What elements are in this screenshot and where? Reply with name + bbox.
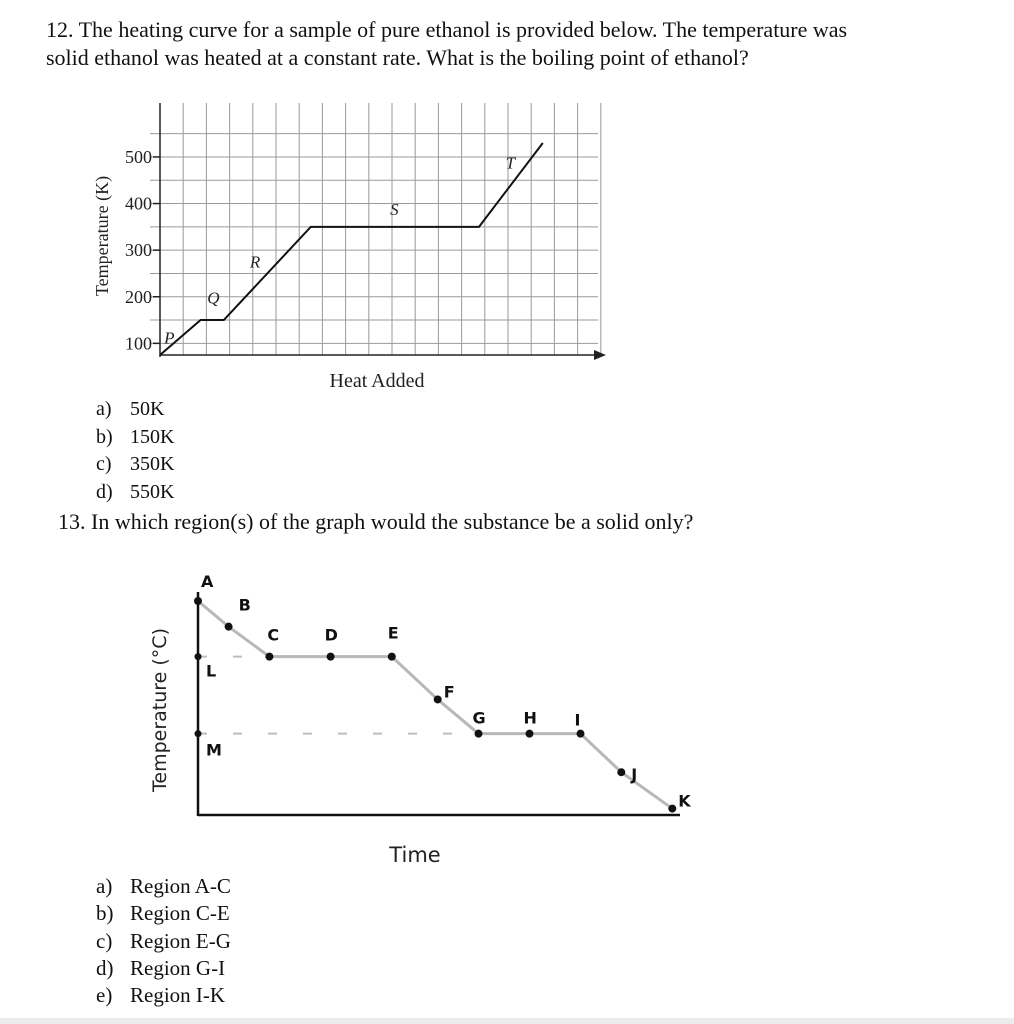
y-tick-label: 100 [125, 333, 152, 354]
choice-12-c[interactable]: c) 350K [96, 453, 175, 475]
question-12-line-1: The heating curve for a sample of pure ethanol is provided below. The temperature was [78, 17, 848, 42]
reference-label-m: M [206, 740, 222, 760]
y-tick-label: 400 [125, 193, 152, 214]
point-a [194, 597, 202, 605]
cooling-curve-points [194, 572, 691, 813]
choice-13-e[interactable]: e) Region I-K [96, 983, 226, 1008]
bottom-scroll-strip [0, 1018, 1014, 1024]
choice-12-b[interactable]: b) 150K [96, 425, 175, 448]
cooling-curve-x-label: Time [389, 843, 441, 867]
point-label-f: F [443, 682, 455, 702]
point-label-g: G [472, 708, 486, 728]
segment-label-r: R [249, 252, 261, 272]
choice-12-d[interactable]: d) 550K [96, 480, 175, 503]
point-label-e: E [387, 623, 399, 643]
heating-curve-y-label: Temperature (K) [92, 175, 112, 297]
question-12-number: 12. [46, 17, 74, 42]
point-label-k: K [678, 791, 691, 811]
reference-point-m [195, 730, 202, 737]
choice-13-a[interactable]: a) Region A-C [96, 874, 231, 898]
point-label-c: C [267, 625, 280, 645]
point-c [265, 653, 273, 661]
segment-label-s: S [390, 200, 399, 220]
choice-13-c[interactable]: c) Region E-G [96, 928, 231, 953]
reference-label-l: L [206, 661, 217, 681]
point-b [225, 623, 233, 631]
y-tick-label: 500 [125, 146, 152, 167]
question-12-line-2: solid ethanol was heated at a constant rate. What is the boiling point of ethanol? [46, 45, 749, 70]
point-k [668, 805, 676, 813]
reference-point-l [195, 653, 202, 660]
question-13-choices [96, 873, 231, 1009]
question-13-body: In which region(s) of the graph would the substance be a solid only? [91, 509, 694, 534]
point-e [388, 653, 396, 661]
y-tick-label: 200 [125, 286, 152, 307]
segment-label-p: P [164, 328, 175, 348]
point-label-j: J [631, 765, 638, 785]
point-f [434, 695, 442, 703]
point-i [577, 730, 585, 738]
question-13-number: 13. [58, 509, 86, 534]
point-h [526, 730, 534, 738]
heating-curve-x-label: Heat Added [329, 370, 425, 392]
point-label-i: I [574, 710, 581, 730]
choice-13-d[interactable]: d) Region G-I [96, 955, 226, 980]
segment-label-q: Q [207, 288, 220, 308]
segment-label-t: T [505, 153, 516, 173]
point-label-b: B [238, 595, 251, 615]
point-g [475, 730, 483, 738]
point-label-a: A [201, 572, 214, 591]
point-label-h: H [523, 708, 537, 728]
point-j [617, 768, 625, 776]
point-label-d: D [324, 625, 338, 645]
point-d [327, 653, 335, 661]
cooling-curve-reference-lines [195, 653, 479, 760]
choice-13-b[interactable]: b) Region C-E [96, 901, 230, 926]
choice-12-a[interactable]: a) 50K [96, 398, 165, 420]
cooling-curve-y-label: Temperature (°C) [149, 628, 171, 792]
y-tick-label: 300 [125, 240, 152, 261]
